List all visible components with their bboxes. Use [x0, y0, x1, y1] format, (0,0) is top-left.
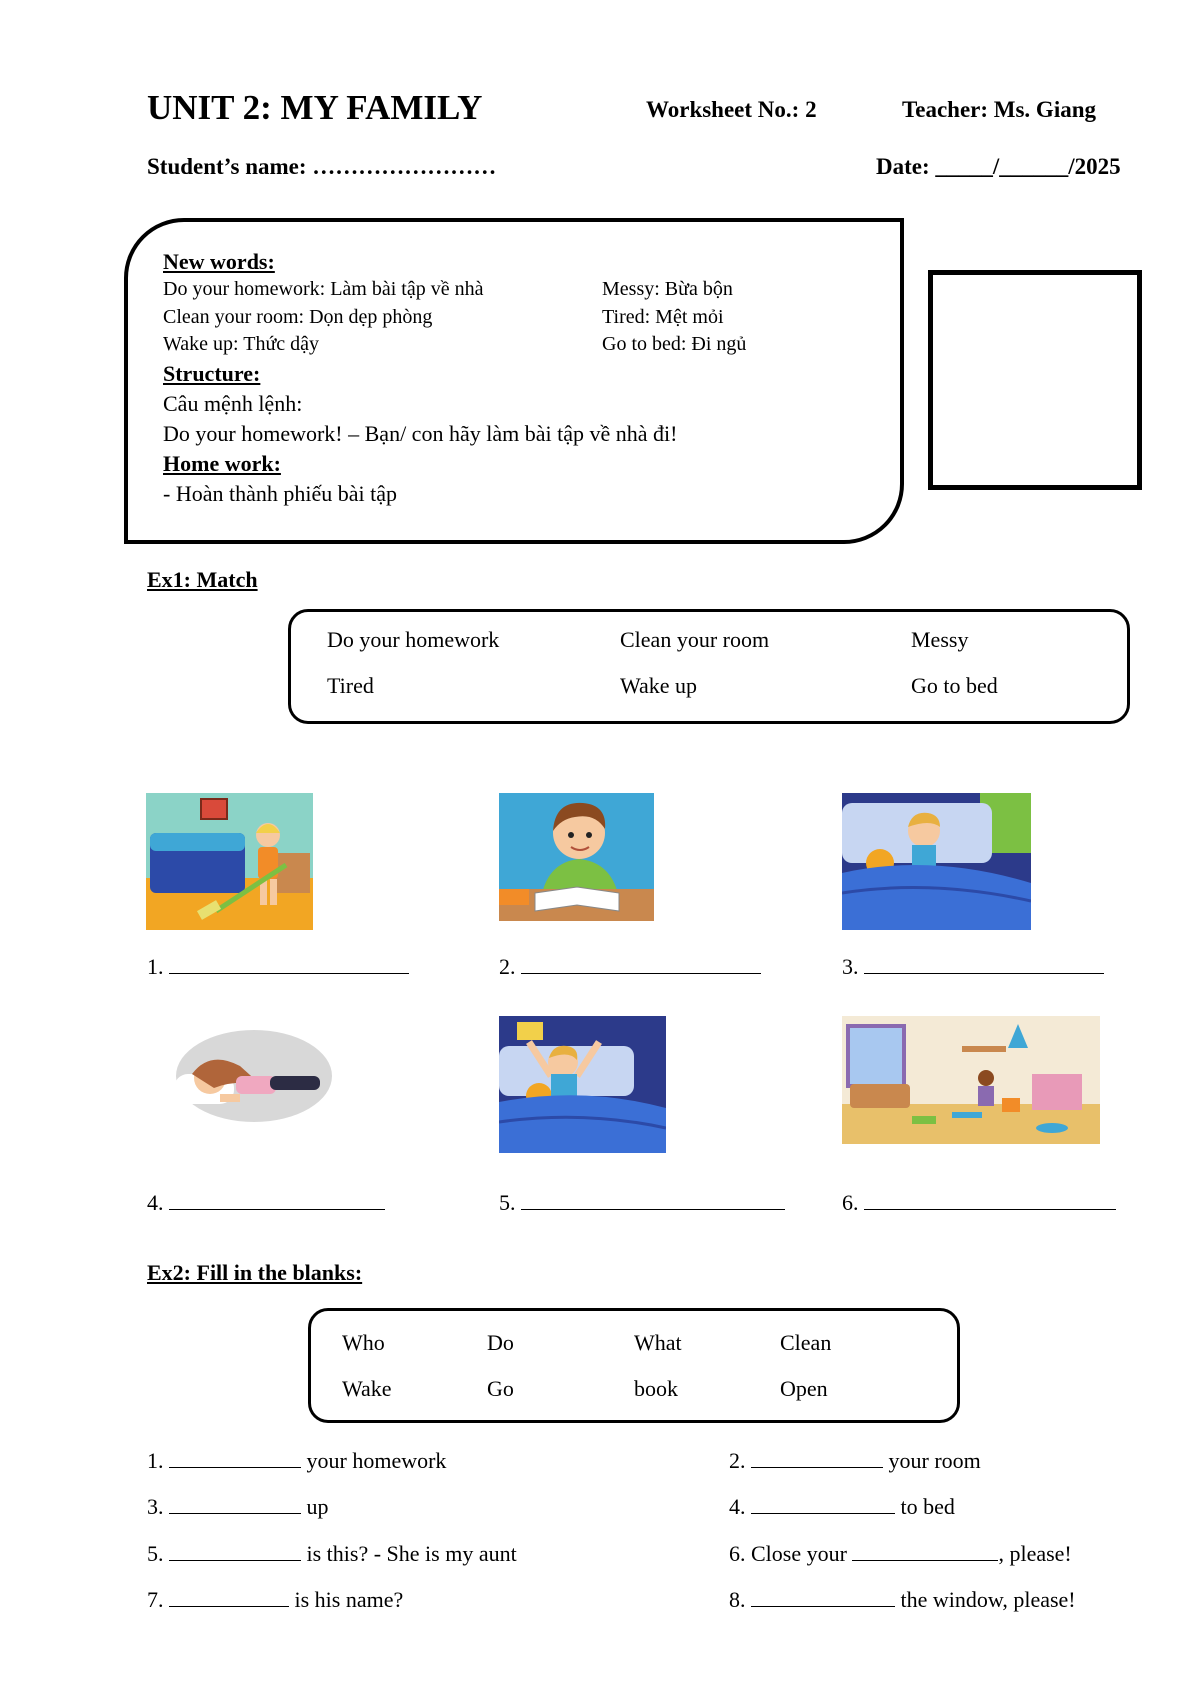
ex1-number: 5.: [499, 1190, 516, 1215]
ex1-bank-word: Clean your room: [620, 627, 770, 652]
picture-do-homework: [499, 793, 654, 921]
item-text: , please!: [998, 1541, 1072, 1566]
vocab-item: Clean your room: Dọn dẹp phòng: [163, 306, 433, 328]
ex2-item-7: [147, 1586, 403, 1613]
item-text: your homework: [306, 1448, 447, 1473]
ex2-item-6: [729, 1540, 1072, 1567]
ex2-bank-word: book: [634, 1376, 678, 1401]
ex1-answer-5[interactable]: [499, 1189, 785, 1216]
ex1-bank-word: Messy: [911, 627, 969, 652]
ex2-bank-word: Do: [487, 1330, 514, 1355]
item-text: is his name?: [294, 1587, 404, 1612]
picture-wake-up-stretch: [499, 1016, 666, 1153]
ex1-answer-6[interactable]: [842, 1189, 1116, 1216]
ex2-bank-word: Clean: [780, 1330, 832, 1355]
answer-blank[interactable]: [521, 953, 761, 974]
item-text: up: [306, 1494, 329, 1519]
item-text: your room: [888, 1448, 981, 1473]
structure-line: Do your homework! – Bạn/ con hãy làm bài tập về nhà đi!: [163, 421, 678, 446]
ex2-item-1: [147, 1447, 446, 1474]
homework-heading: Home work:: [163, 451, 281, 476]
item-text: Close your: [751, 1541, 847, 1566]
answer-blank[interactable]: [864, 1189, 1116, 1210]
ex1-number: 3.: [842, 954, 859, 979]
item-number: 1.: [147, 1448, 164, 1473]
vocab-item: Messy: Bừa bộn: [602, 278, 733, 300]
picture-wake-up: [842, 793, 1031, 930]
structure-line: Câu mệnh lệnh:: [163, 391, 303, 416]
item-text: the window, please!: [900, 1587, 1076, 1612]
teacher-name: Teacher: Ms. Giang: [902, 97, 1096, 122]
picture-messy-room: [842, 1016, 1100, 1144]
answer-blank[interactable]: [169, 1540, 301, 1561]
ex2-bank-word: Who: [342, 1330, 385, 1355]
new-words-heading: New words:: [163, 249, 275, 274]
answer-blank[interactable]: [864, 953, 1104, 974]
structure-heading: Structure:: [163, 361, 261, 386]
answer-blank[interactable]: [852, 1540, 998, 1561]
ex1-number: 2.: [499, 954, 516, 979]
ex1-answer-3[interactable]: [842, 953, 1104, 980]
ex2-word-bank: [308, 1308, 960, 1423]
page-title: UNIT 2: MY FAMILY: [147, 88, 483, 127]
answer-blank[interactable]: [169, 953, 409, 974]
ex1-bank-word: Go to bed: [911, 673, 998, 698]
answer-blank[interactable]: [169, 1189, 385, 1210]
ex1-number: 4.: [147, 1190, 164, 1215]
homework-line: - Hoàn thành phiếu bài tập: [163, 481, 397, 506]
ex2-heading: Ex2: Fill in the blanks:: [147, 1260, 363, 1285]
item-number: 6.: [729, 1541, 746, 1566]
ex1-answer-1[interactable]: [147, 953, 409, 980]
ex1-answer-4[interactable]: [147, 1189, 385, 1216]
answer-blank[interactable]: [751, 1493, 895, 1514]
worksheet-number: Worksheet No.: 2: [646, 97, 817, 122]
ex2-item-4: [729, 1493, 955, 1520]
ex2-bank-word: Wake: [342, 1376, 392, 1401]
ex2-bank-word: Go: [487, 1376, 514, 1401]
ex1-bank-word: Wake up: [620, 673, 698, 698]
item-number: 3.: [147, 1494, 164, 1519]
ex1-heading: Ex1: Match: [147, 567, 258, 592]
ex2-bank-word: Open: [780, 1376, 828, 1401]
answer-blank[interactable]: [169, 1493, 301, 1514]
item-number: 5.: [147, 1541, 164, 1566]
ex1-bank-word: Tired: [327, 673, 374, 698]
answer-blank[interactable]: [169, 1586, 289, 1607]
item-number: 4.: [729, 1494, 746, 1519]
item-text: to bed: [900, 1494, 955, 1519]
item-number: 7.: [147, 1587, 164, 1612]
ex2-bank-word: What: [634, 1330, 682, 1355]
ex1-answer-2[interactable]: [499, 953, 761, 980]
ex1-number: 6.: [842, 1190, 859, 1215]
answer-blank[interactable]: [751, 1447, 883, 1468]
ex2-item-8: [729, 1586, 1076, 1613]
date-field[interactable]: Date: _____/______/2025: [876, 154, 1121, 179]
vocab-item: Do your homework: Làm bài tập về nhà: [163, 278, 484, 300]
photo-box: [928, 270, 1142, 490]
ex1-number: 1.: [147, 954, 164, 979]
student-name-field[interactable]: Student’s name: ……………………: [147, 154, 497, 179]
picture-clean-room: [146, 793, 313, 930]
vocab-item: Tired: Mệt mỏi: [602, 306, 724, 328]
ex2-item-5: [147, 1540, 517, 1567]
item-text: is this? - She is my aunt: [306, 1541, 517, 1566]
vocab-item: Go to bed: Đi ngủ: [602, 333, 747, 355]
answer-blank[interactable]: [751, 1586, 895, 1607]
ex2-item-3: [147, 1493, 329, 1520]
picture-tired: [170, 1026, 334, 1126]
ex2-item-2: [729, 1447, 981, 1474]
answer-blank[interactable]: [521, 1189, 785, 1210]
ex1-bank-word: Do your homework: [327, 627, 500, 652]
item-number: 2.: [729, 1448, 746, 1473]
answer-blank[interactable]: [169, 1447, 301, 1468]
item-number: 8.: [729, 1587, 746, 1612]
vocab-item: Wake up: Thức dậy: [163, 333, 320, 355]
